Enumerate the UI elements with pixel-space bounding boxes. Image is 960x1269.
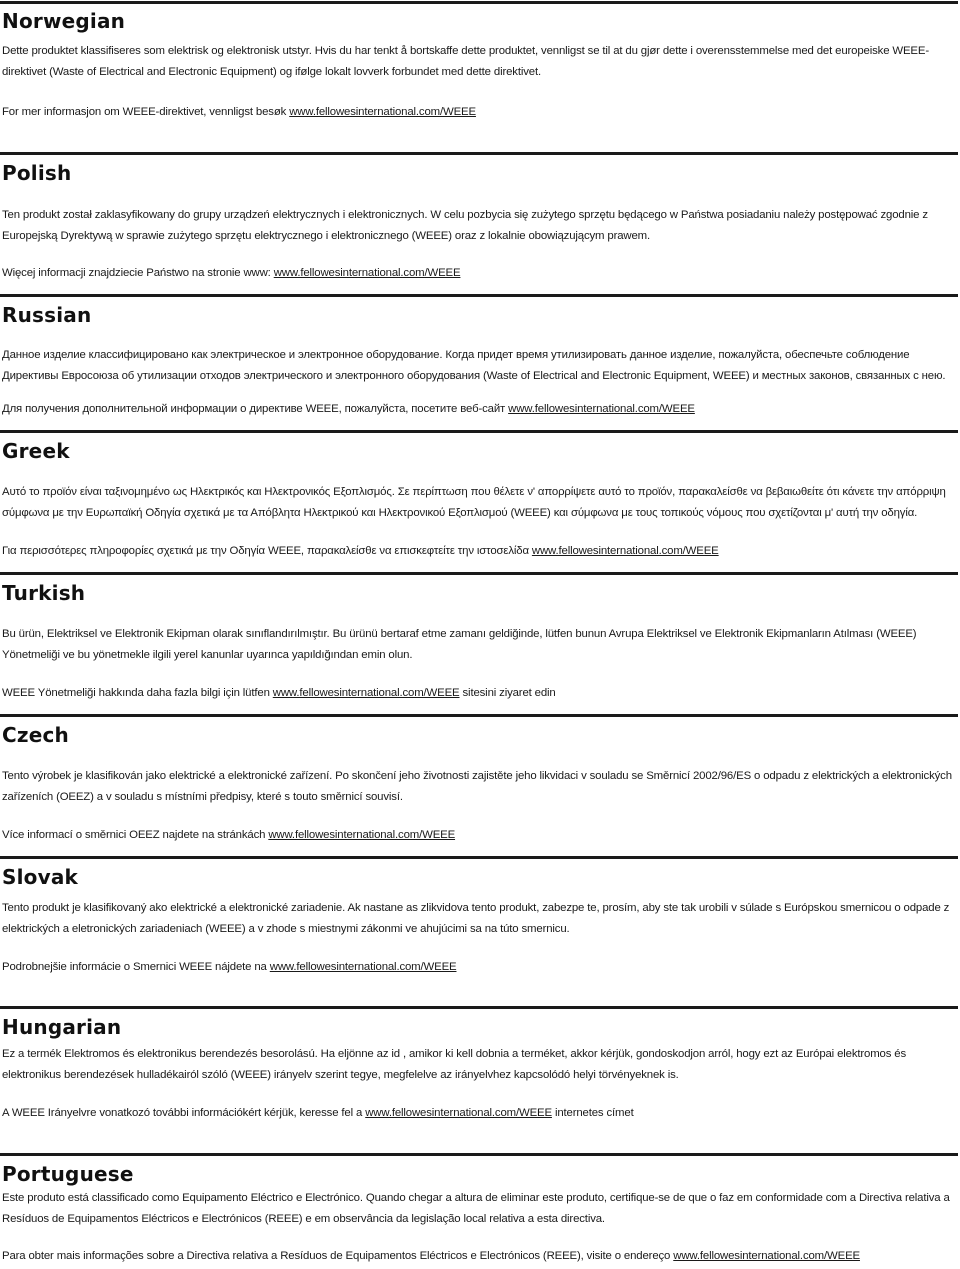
section-body-norwegian: Dette produktet klassifiseres som elektrisk og elektronisk utstyr. Hvis du har tenkt å bortskaffe dette produktet, vennligst se til at du gjør dette i overensstemmelse med det europeiske WEEE-direktivet (Waste of Electrical and Electronic Equipment) og ifølge lokalt lovverk forbundet med dette direktivet. [2,45,929,78]
section-heading-slovak: Slovak [2,865,79,889]
section-body-russian: Данное изделие классифицировано как электрическое и электронное оборудование. Когда придет время утилизировать данное изделие, пожалуйста, обеспечьте соблюдение Директивы Евросоюза об утилизации отходов электрического и электронного оборудования (Waste of Electrical and Electronic Equipment, WEEE) и местных законов, связанных с нею. [2,349,946,382]
section-info-russian [2,399,958,420]
section-info-greek [2,541,958,562]
weee-link[interactable]: www.fellowesinternational.com/WEEE [365,1107,552,1119]
info-text: WEEE Yönetmeliği hakkında daha fazla bilgi için lütfen [2,687,273,699]
info-text: Для получения дополнительной информации о директиве WEEE, пожалуйста, посетите веб-сайт [2,403,509,415]
section-body-portuguese: Este produto está classificado como Equipamento Eléctrico e Electrónico. Quando chegar a altura de eliminar este produto, certifique-se de que o faz em conformidade com a Directiva relativa a Resíduos de Equipamentos Eléctricos e Electrónicos (REEE) e em observância da legislação local relativa a esta directiva. [2,1192,950,1225]
info-text: Για περισσότερες πληροφορίες σχετικά με την Οδηγία WEEE, παρακαλείσθε να επισκεφτείτε την ιστοσελίδα [2,545,532,557]
info-text: A WEEE Irányelvre vonatkozó további információkért kérjük, keresse fel a [2,1107,366,1119]
section-divider [0,152,958,155]
section-body-polish: Ten produkt został zaklasyfikowany do grupy urządzeń elektrycznych i elektronicznych. W celu pozbycia się zużytego sprzętu będącego w Państwa posiadaniu należy postępować zgodnie z Europejską Dyrektywą w sprawie zużytego sprzętu elektrycznego i elektronicznego (WEEE) oraz z lokalnie obowiązującym prawem. [2,209,928,242]
section-divider [0,714,958,717]
weee-link[interactable]: www.fellowesinternational.com/WEEE [268,829,456,841]
section-heading-portuguese: Portuguese [2,1162,134,1186]
weee-link[interactable]: www.fellowesinternational.com/WEEE [508,403,695,415]
section-body-turkish: Bu ürün, Elektriksel ve Elektronik Ekipman olarak sınıflandırılmıştır. Bu ürünü bertaraf etme zamanı geldiğinde, lütfen bunun Avrupa Elektriksel ve Elektronik Ekipmanların Atılması (WEEE) Yönetmeliği ve bu yönetmekle ilgili yerel kanunlar uyarınca yapıldığından emin olun. [2,628,917,661]
section-body-hungarian: Ez a termék Elektromos és elektronikus berendezés besorolású. Ha eljönne az id , amikor ki kell dobnia a terméket, akkor kérjük, gondoskodjon arról, hogy ezt az Európai elektromos és elektronikus berendezések hulladékairól szóló (WEEE) irányelv szerint tegye, megfelelve az irányelvhez kapcsolódó helyi törvényeknek is. [2,1048,907,1081]
section-info-slovak [2,957,958,978]
section-heading-czech: Czech [2,723,69,747]
info-text-suffix: sitesini ziyaret edin [459,687,556,699]
section-heading-polish: Polish [2,161,72,185]
weee-link[interactable]: www.fellowesinternational.com/WEEE [269,961,457,973]
section-body-slovak: Tento produkt je klasifikovaný ako elektrické a elektronické zariadenie. Ak nastane as zlikvidova tento produkt, zabezpe te, prosím, aby ste tak urobili v súlade s Európskou smernicou o odpade z elektrických a eletronických zariadeniach (WEEE) a v zhode s miestnymi zákonmi ve ahujúcimi sa na túto smernicu. [2,902,950,935]
section-divider [0,1,958,4]
section-divider [0,294,958,297]
section-divider [0,572,958,575]
weee-link[interactable]: www.fellowesinternational.com/WEEE [531,545,719,557]
info-text: Para obter mais informações sobre a Directiva relativa a Resíduos de Equipamentos Eléctricos e Electrónicos (REEE), visite o endereço [2,1250,674,1262]
section-info-portuguese [2,1246,958,1267]
section-heading-hungarian: Hungarian [2,1015,122,1039]
section-heading-norwegian: Norwegian [2,9,126,33]
section-divider [0,1006,958,1009]
section-body-czech: Tento výrobek je klasifikován jako elektrické a elektronické zařízení. Po skončení jeho životnosti zajistěte jeho likvidaci v souladu se Směrnicí 2002/96/ES o odpadu z elektrických a elektronických zařízeních (OEEZ) a v souladu s místními předpisy, které s touto směrnicí souvisí. [2,770,952,803]
info-text-suffix: internetes címet [551,1107,634,1119]
section-info-polish [2,263,958,284]
section-heading-russian: Russian [2,303,92,327]
section-divider [0,430,958,433]
section-heading-turkish: Turkish [2,581,86,605]
info-text: Více informací o směrnici OEEZ najdete na stránkách [2,829,269,841]
weee-link[interactable]: www.fellowesinternational.com/WEEE [273,267,461,279]
section-info-hungarian [2,1103,958,1124]
weee-link[interactable]: www.fellowesinternational.com/WEEE [673,1250,860,1262]
weee-link[interactable]: www.fellowesinternational.com/WEEE [272,687,460,699]
info-text: Podrobnejšie informácie o Smernici WEEE nájdete na [2,961,270,973]
section-heading-greek: Greek [2,439,70,463]
section-info-norwegian [2,102,958,123]
info-text: For mer informasjon om WEEE-direktivet, vennligst besøk [2,106,290,118]
section-divider [0,856,958,859]
section-divider [0,1153,958,1156]
section-info-czech [2,825,958,846]
weee-link[interactable]: www.fellowesinternational.com/WEEE [289,106,476,118]
section-info-turkish [2,683,958,704]
info-text: Więcej informacji znajdziecie Państwo na stronie www: [2,267,274,279]
section-body-greek: Αυτό το προϊόν είναι ταξινομημένο ως Ηλεκτρικός και Ηλεκτρονικός Εξοπλισμός. Σε περίπτωση που θέλετε ν' απορρίψετε αυτό το προϊόν, παρακαλείσθε να βεβαιωθείτε ότι κάνετε την απόρριψη σύμφωνα με την Ευρωπαϊκή Οδηγία σχετικά με τα Απόβλητα Ηλεκτρικού και Ηλεκτρονικού Εξοπλισμού (WEEE) και σύμφωνα με τους τοπικούς νόμους που σχετίζονται μ' αυτή την οδηγία. [2,486,946,519]
